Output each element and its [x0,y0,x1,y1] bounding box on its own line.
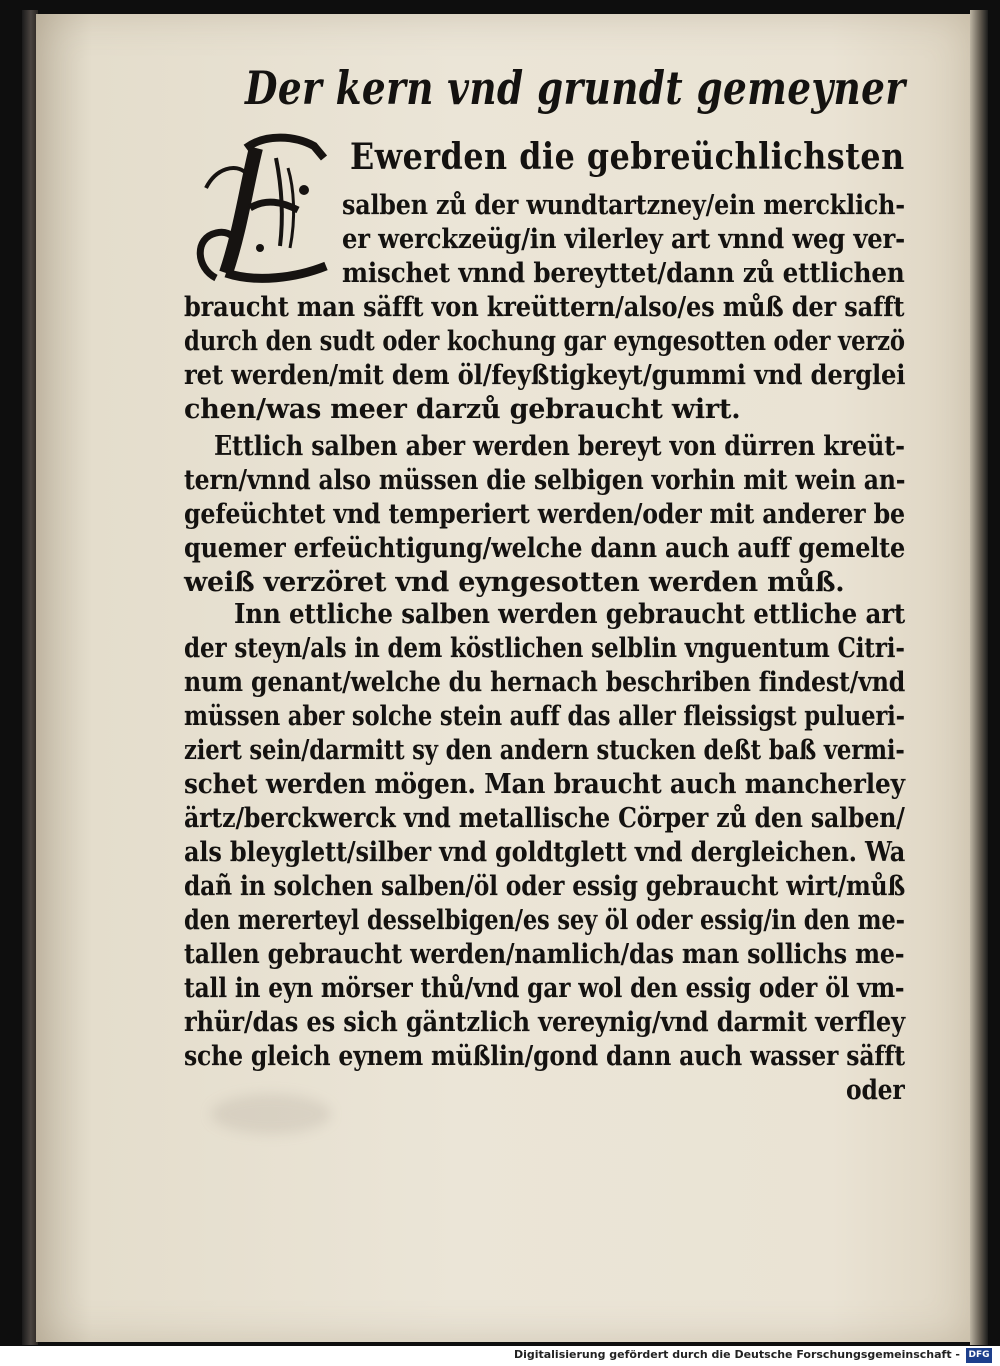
text-line: Ewerden die gebreüchlichsten [350,136,905,178]
text-line: müssen aber solche stein auff das aller fleissigst pulueri- [184,701,905,732]
text-line: dañ in solchen salben/öl oder essig gebraucht wirt/můß [184,871,906,902]
text-line: weiß verzöret vnd eyngesotten werden můß. [184,567,845,598]
text-line: als bleyglett/silber vnd goldtglett vnd dergleichen. Wa [184,837,906,868]
text-line: sche gleich eynem müßlin/gond dann auch wasser säfft [184,1041,905,1072]
catchword: oder [846,1075,905,1106]
text-line: braucht man säfft von kreüttern/also/es můß der safft [184,292,905,323]
dfg-logo: DFG [966,1348,992,1363]
text-line: den mererteyl desselbigen/es sey öl oder essig/in den me- [184,905,905,936]
text-line: num genant/welche du hernach beschriben findest/vnd [184,667,906,698]
text-line: quemer erfeüchtigung/welche dann auch auff gemelte [184,533,906,564]
text-line: tallen gebraucht werden/namlich/das man sollichs me- [184,939,905,970]
text-line: tall in eyn mörser thů/vnd gar wol den essig oder öl vm- [184,973,905,1004]
decorated-initial-e [186,128,336,288]
text-line: ret werden/mit dem öl/feyßtigkeyt/gummi vnd derglei [184,360,906,391]
text-line: salben zů der wundtartzney/ein mercklich- [342,190,905,221]
text-line: Ettlich salben aber werden bereyt von dürren kreüt- [214,431,905,462]
text-line: Inn ettliche salben werden gebraucht ettliche art [234,599,906,630]
page-heading: Der kern vnd grundt gemeyner [245,61,906,115]
text-line: er werckzeüg/in vilerley art vnnd weg ver- [342,224,906,255]
text-line: chen/was meer darzů gebraucht wirt. [184,394,741,425]
text-line: gefeüchtet vnd temperiert werden/oder mit anderer be [184,499,905,530]
funding-credit: Digitalisierung gefördert durch die Deutsche Forschungsgemeinschaft - [513,1348,960,1361]
text-line: durch den sudt oder kochung gar eyngesotten oder verzö [184,326,905,357]
text-line: ärtz/berckwerck vnd metallische Cörper zů den salben/ [184,803,905,834]
text-line: schet werden mögen. Man braucht auch mancherley [184,769,905,800]
text-line: ziert sein/darmitt sy den andern stucken deßt baß vermi- [184,735,905,766]
text-line: mischet vnnd bereyttet/dann zů ettlichen [342,258,905,289]
text-line: tern/vnnd also müssen die selbigen vorhin mit wein an- [184,465,906,496]
text-line: der steyn/als in dem köstlichen selblin vnguentum Citri- [184,633,905,664]
text-line: rhür/das es sich gäntzlich vereynig/vnd darmit verfley [184,1007,905,1038]
